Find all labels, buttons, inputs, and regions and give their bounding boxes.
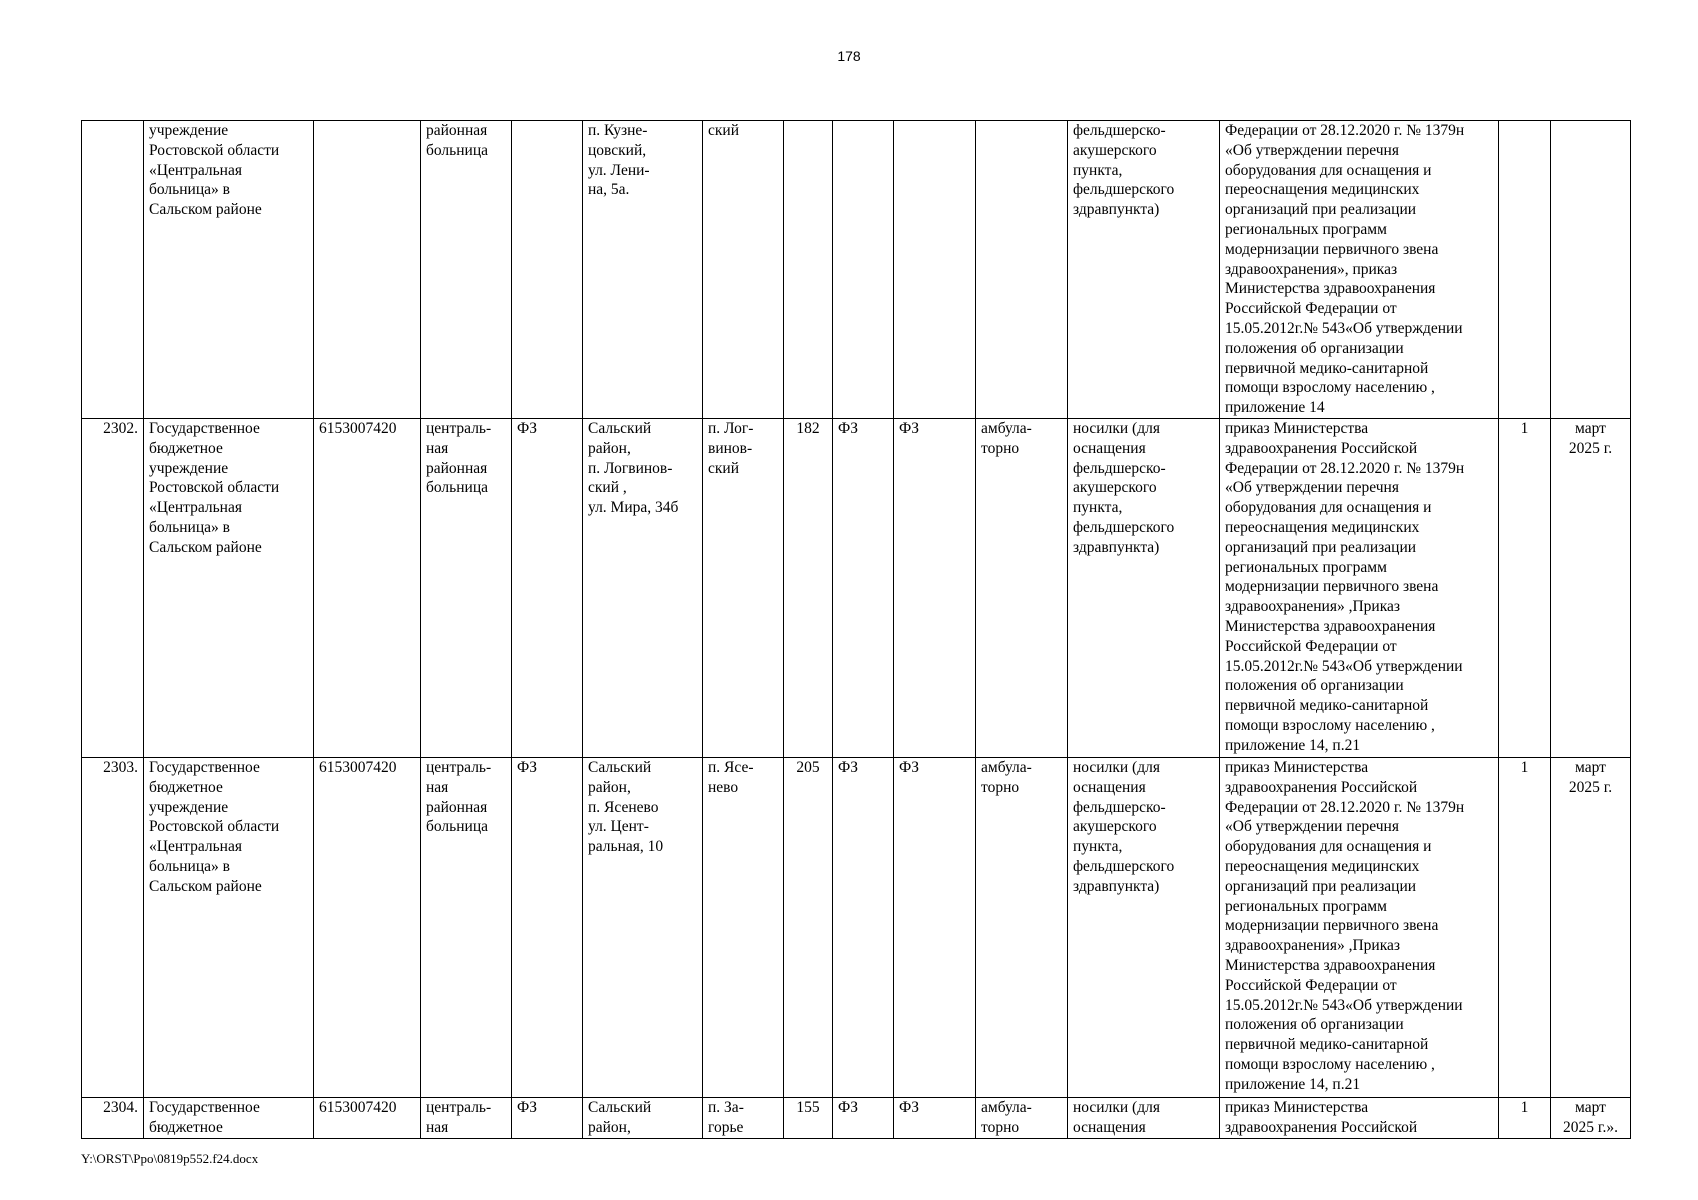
quantity: 1 [1499, 757, 1551, 1097]
subdivision: ФЗ [833, 1097, 894, 1138]
subdivision-type: ФЗ [894, 418, 976, 757]
organization-type: централь- ная [421, 1097, 512, 1138]
subdivision-type [894, 121, 976, 419]
table-row [82, 121, 1631, 419]
delivery-date: март 2025 г. [1551, 757, 1631, 1097]
quantity [1499, 121, 1551, 419]
organization-type: централь- ная районная больница [421, 757, 512, 1097]
address: Сальский район, п. Ясенево ул. Цент- ральная, 10 [583, 757, 703, 1097]
row-number: 2302. [82, 418, 144, 757]
care-conditions: амбула- торно [976, 757, 1068, 1097]
population: 205 [784, 757, 833, 1097]
inn: 6153007420 [314, 418, 421, 757]
care-conditions [976, 121, 1068, 419]
organization-type: районная больница [421, 121, 512, 419]
settlement: п. Лог- винов- ский [703, 418, 784, 757]
inn: 6153007420 [314, 757, 421, 1097]
organization-name: учреждение Ростовской области «Центральная больница» в Сальском районе [144, 121, 314, 419]
unit-type [512, 121, 583, 419]
registry-table [81, 120, 1631, 1139]
inn: 6153007420 [314, 1097, 421, 1138]
delivery-date: март 2025 г.». [1551, 1097, 1631, 1138]
organization-type: централь- ная районная больница [421, 418, 512, 757]
subdivision-type: ФЗ [894, 1097, 976, 1138]
unit-type: ФЗ [512, 1097, 583, 1138]
table-row [82, 757, 1631, 1097]
organization-name: Государственное бюджетное учреждение Ростовской области «Центральная больница» в Сальском районе [144, 757, 314, 1097]
legal-basis: Федерации от 28.12.2020 г. № 1379н «Об утверждении перечня оборудования для оснащения и переоснащения медицинских организаций при реализации региональных программ модернизации первичного звена здравоохранения», приказ Министерства здравоохранения Российской Федерации от 15.05.2012г.№ 543«Об утверждении положения об организации первичной медико-санитарной помощи взрослому населению , приложение 14 [1220, 121, 1499, 419]
legal-basis: приказ Министерства здравоохранения Российской Федерации от 28.12.2020 г. № 1379н «Об утверждении перечня оборудования для оснащения и переоснащения медицинских организаций при реализации региональных программ модернизации первичного звена здравоохранения» ,Приказ Министерства здравоохранения Российской Федерации от 15.05.2012г.№ 543«Об утверждении положения об организации первичной медико-санитарной помощи взрослому населению , приложение 14, п.21 [1220, 757, 1499, 1097]
population: 155 [784, 1097, 833, 1138]
table-row [82, 418, 1631, 757]
delivery-date: март 2025 г. [1551, 418, 1631, 757]
population: 182 [784, 418, 833, 757]
address: Сальский район, п. Логвинов- ский , ул. Мира, 34б [583, 418, 703, 757]
quantity: 1 [1499, 418, 1551, 757]
quantity: 1 [1499, 1097, 1551, 1138]
settlement: ский [703, 121, 784, 419]
legal-basis: приказ Министерства здравоохранения Российской Федерации от 28.12.2020 г. № 1379н «Об утверждении перечня оборудования для оснащения и переоснащения медицинских организаций при реализации региональных программ модернизации первичного звена здравоохранения» ,Приказ Министерства здравоохранения Российской Федерации от 15.05.2012г.№ 543«Об утверждении положения об организации первичной медико-санитарной помощи взрослому населению , приложение 14, п.21 [1220, 418, 1499, 757]
subdivision [833, 121, 894, 419]
footer-file-path: Y:\ORST\Ppo\0819p552.f24.docx [81, 1151, 259, 1166]
organization-name: Государственное бюджетное учреждение Ростовской области «Центральная больница» в Сальском районе [144, 418, 314, 757]
care-conditions: амбула- торно [976, 1097, 1068, 1138]
table-row [82, 1097, 1631, 1138]
settlement: п. За- горье [703, 1097, 784, 1138]
equipment: фельдшерско- акушерского пункта, фельдшерского здравпункта) [1068, 121, 1220, 419]
unit-type: ФЗ [512, 418, 583, 757]
subdivision: ФЗ [833, 418, 894, 757]
unit-type: ФЗ [512, 757, 583, 1097]
organization-name: Государственное бюджетное [144, 1097, 314, 1138]
settlement: п. Ясе- нево [703, 757, 784, 1097]
delivery-date [1551, 121, 1631, 419]
inn [314, 121, 421, 419]
population [784, 121, 833, 419]
address: п. Кузне- цовский, ул. Лени- на, 5а. [583, 121, 703, 419]
row-number [82, 121, 144, 419]
care-conditions: амбула- торно [976, 418, 1068, 757]
address: Сальский район, [583, 1097, 703, 1138]
equipment: носилки (для оснащения [1068, 1097, 1220, 1138]
subdivision-type: ФЗ [894, 757, 976, 1097]
equipment: носилки (для оснащения фельдшерско- акушерского пункта, фельдшерского здравпункта) [1068, 418, 1220, 757]
row-number: 2304. [82, 1097, 144, 1138]
row-number: 2303. [82, 757, 144, 1097]
page-number: 178 [837, 48, 861, 64]
equipment: носилки (для оснащения фельдшерско- акушерского пункта, фельдшерского здравпункта) [1068, 757, 1220, 1097]
subdivision: ФЗ [833, 757, 894, 1097]
legal-basis: приказ Министерства здравоохранения Российской [1220, 1097, 1499, 1138]
